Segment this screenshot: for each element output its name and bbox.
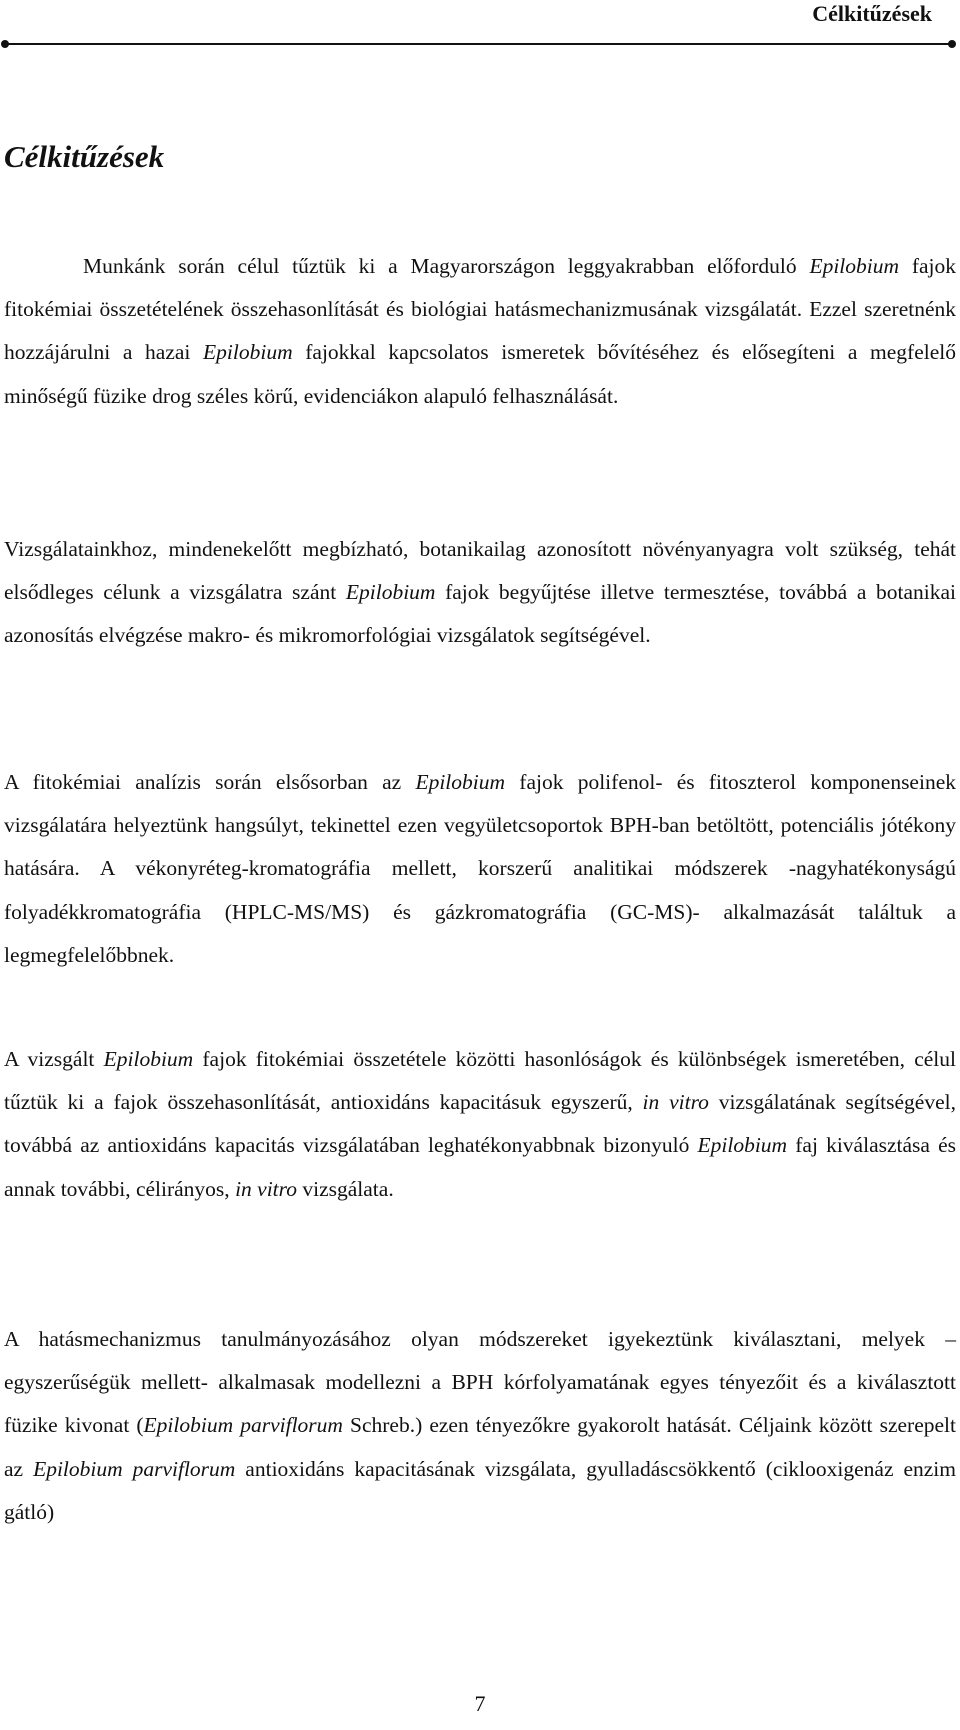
paragraph-4-italic-4: in vitro	[235, 1176, 297, 1201]
running-header: Célkitűzések	[812, 1, 932, 26]
page-title: Célkitűzések	[4, 139, 165, 174]
header-rule	[4, 43, 954, 45]
paragraph-2-text-2: fajok begyűjtése illetve termesztése, továbbá a botanikai azonosítás elvégzése makro- és mikromorfológiai vizsgálatok segítségével.	[4, 580, 956, 648]
paragraph-4	[4, 1038, 956, 1211]
paragraph-3	[4, 761, 956, 977]
paragraph-5-text-3: antioxidáns kapacitásának vizsgálata, gyulladáscsökkentő (ciklooxigenáz enzim gátló)	[4, 1456, 957, 1524]
paragraph-1-text-2: fajok fitokémiai összetételének összehasonlítását és biológiai hatásmechanizmusának vizsgálatát. Ezzel szeretnénk hozzájárulni a hazai	[4, 254, 956, 365]
paragraph-4-text-4: faj kiválasztása és annak további, célirányos,	[4, 1133, 957, 1201]
paragraph-1-italic-1: Epilobium	[809, 254, 900, 278]
paragraph-1	[4, 245, 956, 418]
paragraph-3-text-1: A fitokémiai analízis során elsősorban az	[4, 770, 416, 794]
paragraph-5	[4, 1318, 956, 1534]
paragraph-4-text-1: A vizsgált	[4, 1047, 104, 1071]
paragraph-4-italic-2: in vitro	[642, 1090, 709, 1115]
paragraph-1-italic-2: Epilobium	[203, 340, 293, 365]
paragraph-2	[4, 528, 956, 658]
paragraph-5-italic-2: Epilobium parviflorum	[33, 1456, 236, 1481]
header-rule-right-dot	[948, 40, 956, 48]
paragraph-3-text-2: fajok polifenol- és fitoszterol komponenseinek vizsgálatára helyeztünk hangsúlyt, tekinettel ezen vegyületcsoportok BPH-ban betöltött, potenciális jótékony hatására. A vékonyréteg-kromatográfia mellett, korszerű analitikai módszerek -nagyhatékonyságú folyadékkromatográfia (HPLC-MS/MS) és gázkromatográfia (GC-MS)- alkalmazását találtuk a legmegfelelőbbnek.	[4, 770, 956, 967]
header-rule-left-dot	[1, 40, 9, 48]
paragraph-5-italic-1: Epilobium parviflorum	[143, 1413, 343, 1438]
paragraph-5-text-1: A hatásmechanizmus tanulmányozásához olyan módszereket igyekeztünk kiválasztani, melyek –egyszerűségük mellett- alkalmasak modellezni a BPH kórfolyamatának egyes tényezőit és a kiválasztott füzike kivonat (	[4, 1327, 956, 1438]
paragraph-2-text-1: Vizsgálatainkhoz, mindenekelőtt megbízható, botanikailag azonosított növényanyagra volt szükség, tehát elsődleges célunk a vizsgálatra szánt	[4, 537, 956, 605]
paragraph-4-italic-3: Epilobium	[697, 1133, 788, 1158]
paragraph-1-text-3: fajokkal kapcsolatos ismeretek bővítéséhez és elősegíteni a megfelelő minőségű füzike drog széles körű, evidenciákon alapuló felhasználását.	[4, 340, 956, 408]
paragraph-1-text-1: Munkánk során célul tűztük ki a Magyarországon leggyakrabban előforduló	[83, 254, 810, 278]
paragraph-4-text-5: vizsgálata.	[296, 1176, 394, 1201]
paragraph-4-text-2: fajok fitokémiai összetétele közötti hasonlóságok és különbségek ismeretében, célul tűztük ki a fajok összehasonlítását, antioxidáns kapacitásuk egyszerű,	[4, 1047, 956, 1115]
paragraph-3-italic-1: Epilobium	[415, 770, 506, 794]
paragraph-5-text-2: Schreb.) ezen tényezőkre gyakorolt hatását. Céljaink között szerepelt az	[4, 1413, 956, 1481]
paragraph-4-italic-1: Epilobium	[103, 1047, 194, 1071]
paragraph-2-italic-1: Epilobium	[345, 580, 436, 605]
page-number: 7	[474, 1691, 486, 1716]
paragraph-4-text-3: vizsgálatának segítségével, továbbá az antioxidáns kapacitás vizsgálatában leghatékonyabbnak bizonyuló	[4, 1090, 956, 1158]
